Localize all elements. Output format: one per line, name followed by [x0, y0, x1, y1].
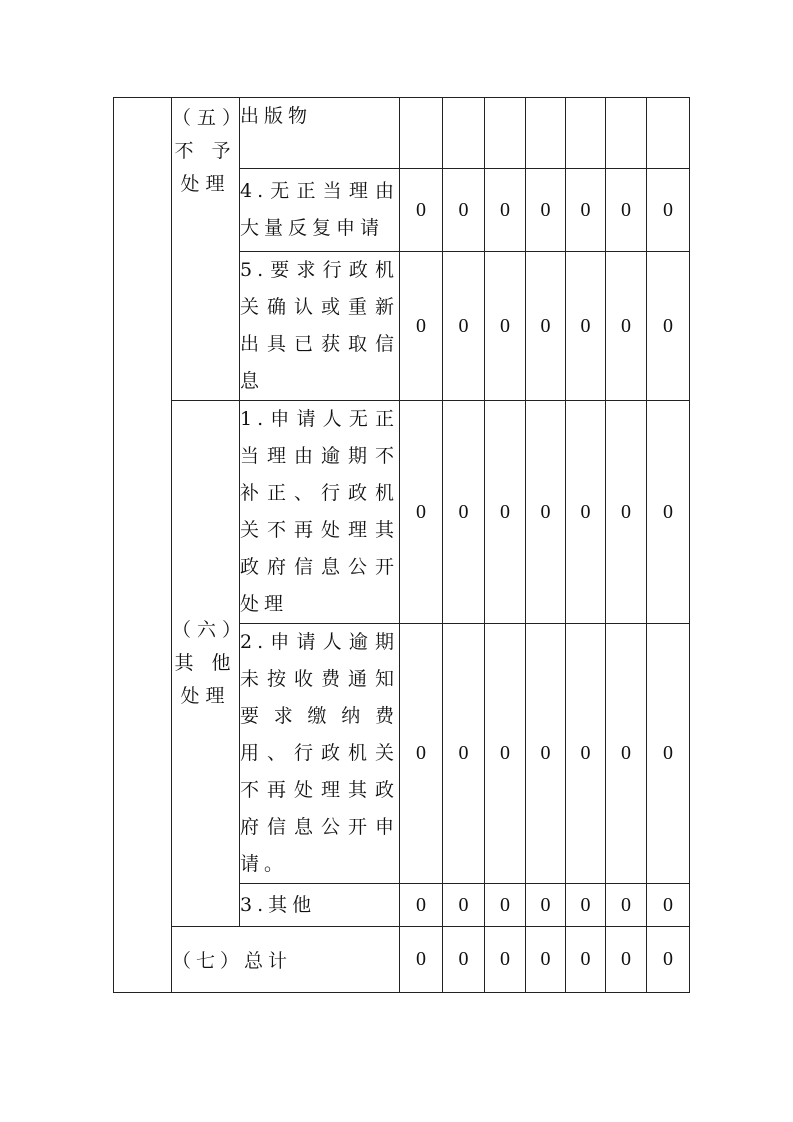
value-cell: [443, 98, 485, 169]
outer-category-cell: [114, 98, 172, 993]
value-cell: [606, 98, 647, 169]
value-cell: 0: [606, 252, 647, 401]
value-cell: 0: [443, 169, 485, 252]
value-cell: 0: [526, 252, 566, 401]
total-label: （七）总计: [172, 927, 400, 993]
value-cell: 0: [606, 169, 647, 252]
value-cell: 0: [606, 884, 647, 927]
category-line: 处理: [180, 685, 231, 707]
value-cell: 0: [526, 401, 566, 624]
item-label: 4.无正当理由大量反复申请: [240, 169, 400, 252]
category-cell-6: [172, 401, 248, 927]
category-cell-5: [172, 98, 248, 401]
value-cell: 0: [647, 884, 690, 927]
value-cell: 0: [400, 401, 443, 624]
value-cell: 0: [566, 169, 606, 252]
value-cell: 0: [647, 624, 690, 884]
item-label: 2.申请人逾期未按收费通知要求缴纳费用、行政机关不再处理其政府信息公开申请。: [240, 624, 400, 884]
category-line: 不 予: [174, 140, 237, 162]
category-line: 处理: [180, 173, 231, 195]
table-row: [114, 98, 690, 169]
total-value-cell: 0: [526, 927, 566, 993]
value-cell: 0: [443, 884, 485, 927]
total-value-cell: 0: [647, 927, 690, 993]
value-cell: 0: [485, 884, 526, 927]
value-cell: 0: [566, 252, 606, 401]
value-cell: [400, 98, 443, 169]
value-cell: 0: [526, 624, 566, 884]
total-row: [114, 927, 690, 993]
value-cell: 0: [566, 884, 606, 927]
value-cell: 0: [443, 624, 485, 884]
value-cell: 0: [485, 401, 526, 624]
value-cell: 0: [566, 624, 606, 884]
category-line: 其 他: [174, 652, 237, 674]
category-line: （六）: [172, 619, 248, 641]
value-cell: 0: [400, 884, 443, 927]
value-cell: 0: [647, 252, 690, 401]
value-cell: 0: [566, 401, 606, 624]
item-label: 1.申请人无正当理由逾期不补正、行政机关不再处理其政府信息公开处理: [240, 401, 400, 624]
value-cell: [485, 98, 526, 169]
statistics-table: [113, 97, 690, 993]
value-cell: 0: [443, 252, 485, 401]
value-cell: 0: [485, 252, 526, 401]
value-cell: 0: [526, 169, 566, 252]
category-line: （五）: [172, 107, 248, 129]
total-value-cell: 0: [566, 927, 606, 993]
value-cell: [566, 98, 606, 169]
value-cell: 0: [606, 624, 647, 884]
table-row: [114, 401, 690, 624]
value-cell: [647, 98, 690, 169]
value-cell: 0: [606, 401, 647, 624]
value-cell: 0: [400, 252, 443, 401]
total-value-cell: 0: [400, 927, 443, 993]
value-cell: 0: [647, 401, 690, 624]
value-cell: 0: [526, 884, 566, 927]
value-cell: 0: [485, 624, 526, 884]
total-value-cell: 0: [606, 927, 647, 993]
value-cell: 0: [443, 401, 485, 624]
item-label: 5.要求行政机关确认或重新出具已获取信息: [240, 252, 400, 401]
value-cell: 0: [485, 169, 526, 252]
item-label: 3.其他: [240, 884, 400, 927]
value-cell: 0: [400, 624, 443, 884]
total-value-cell: 0: [443, 927, 485, 993]
value-cell: [526, 98, 566, 169]
total-value-cell: 0: [485, 927, 526, 993]
item-label: 出版物: [240, 98, 400, 169]
value-cell: 0: [400, 169, 443, 252]
value-cell: 0: [647, 169, 690, 252]
